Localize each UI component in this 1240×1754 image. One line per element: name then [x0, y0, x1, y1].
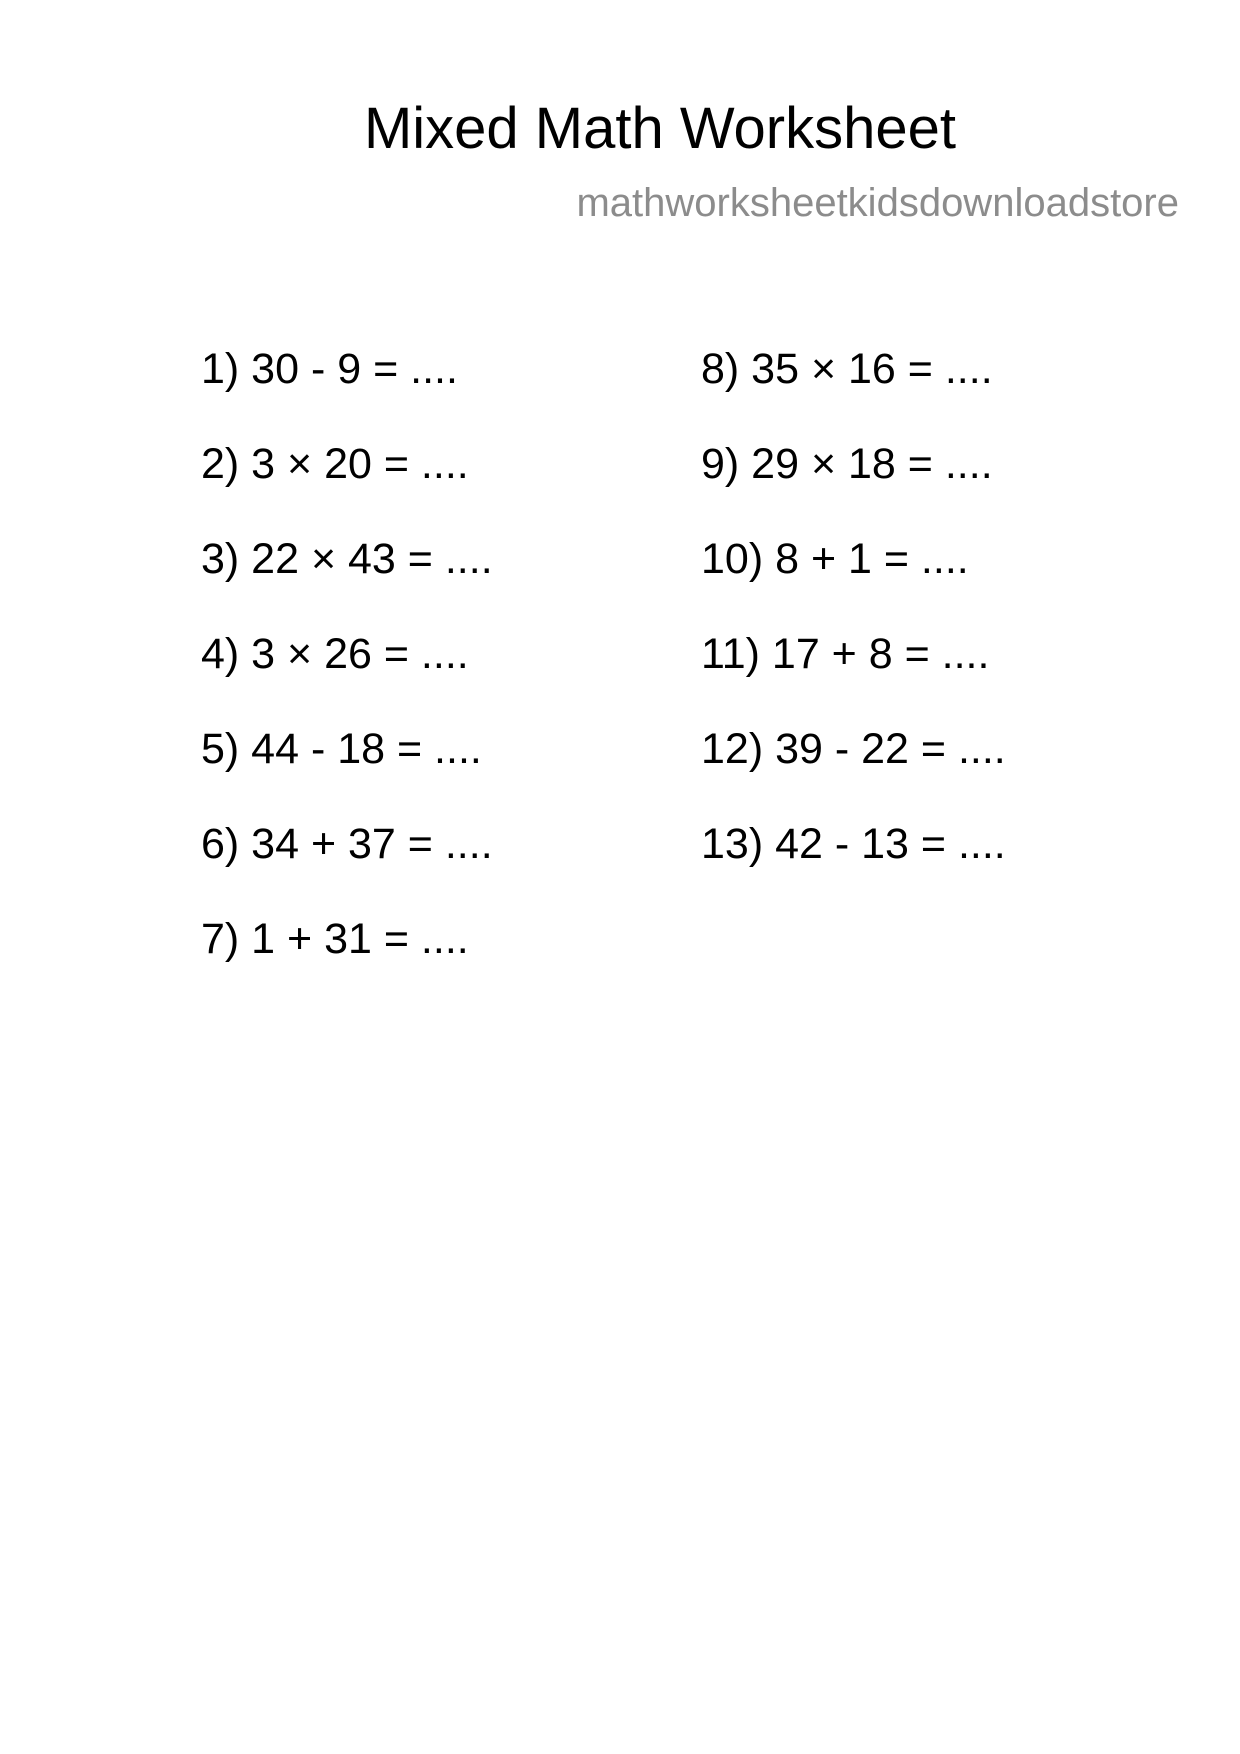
problem-item: 1) 30 - 9 = ....	[201, 345, 458, 393]
problem-item: 8) 35 × 16 = ....	[701, 345, 993, 393]
worksheet-title: Mixed Math Worksheet	[363, 96, 957, 161]
problem-item: 11) 17 + 8 = ....	[701, 630, 990, 678]
problem-grid	[0, 345, 1240, 1048]
problem-item: 9) 29 × 18 = ....	[701, 440, 993, 488]
problem-column-right	[701, 345, 1006, 868]
problem-item: 3) 22 × 43 = ....	[201, 535, 493, 583]
problem-item: 10) 8 + 1 = ....	[701, 535, 969, 583]
problem-item: 2) 3 × 20 = ....	[201, 440, 469, 488]
problem-item: 4) 3 × 26 = ....	[201, 630, 469, 678]
source-text: mathworksheetkidsdownloadstore	[576, 181, 1179, 225]
problem-item: 5) 44 - 18 = ....	[201, 725, 482, 773]
problem-item: 13) 42 - 13 = ....	[701, 820, 1006, 868]
problem-item: 12) 39 - 22 = ....	[701, 725, 1006, 773]
problem-item: 7) 1 + 31 = ....	[201, 915, 469, 963]
problem-column-left	[201, 345, 493, 963]
problem-item: 6) 34 + 37 = ....	[201, 820, 493, 868]
